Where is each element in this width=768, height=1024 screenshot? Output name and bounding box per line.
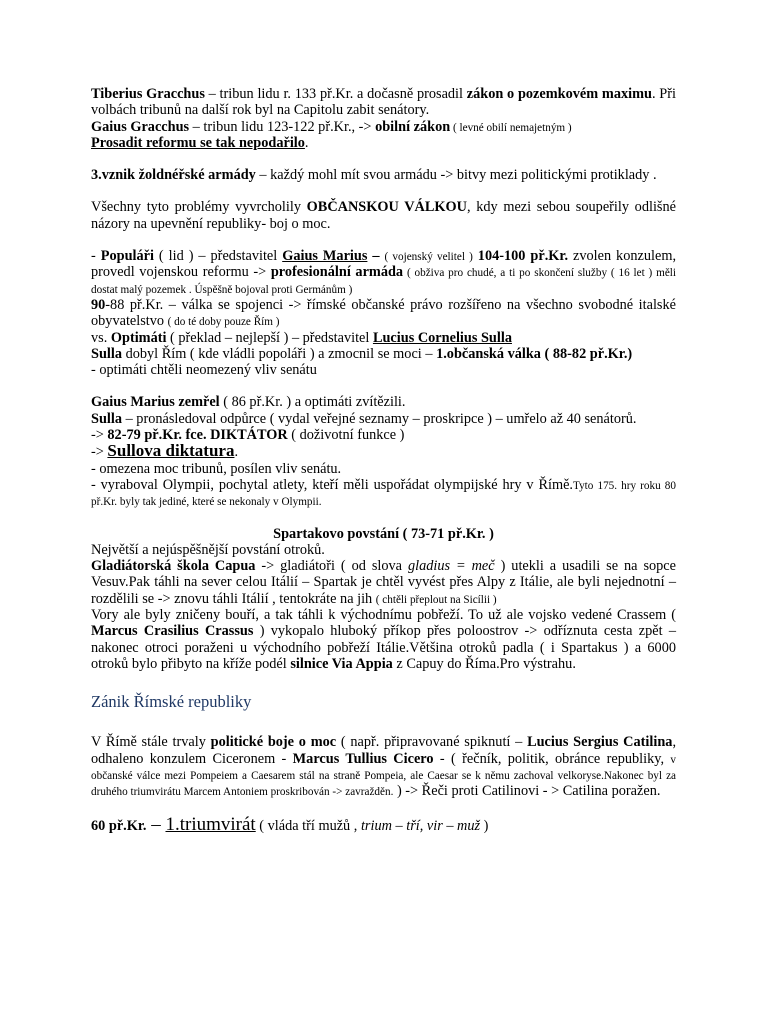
text: ( vláda tří mužů , [255,818,361,835]
text: ( lid ) – představitel [153,248,283,265]
small-note: Tyto 175. hry roku 80 př.Kr. byly tak jediné, které se nekonaly v Olympii. [91,479,676,509]
paragraph-capua [91,558,676,607]
bold-text: 104-100 př.Kr. [472,248,569,265]
small-note: ( vojenský velitel ) [384,251,473,264]
small-note: ( do té doby pouze Řím ) [167,316,280,329]
text: Největší a nejúspěšnější povstání otroků. [91,541,325,558]
paragraph-tiberius [91,86,676,119]
text: ( překlad – nejlepší ) – představitel [166,329,373,346]
text: z Capuy do Říma.Pro výstrahu. [392,655,576,672]
bold-text: Marcus Tullius Cicero [292,750,434,767]
bold-text: obilní zákon [375,118,451,135]
text: ) vykopalo hluboký příkop přes poloostrov -> odříznuta cesta zpět – nakonec otroci poraženi u východního pobřeží Itálie.Většina otroků padla ( i Spartakus ) a 6000 otroků bylo přibyto na kříže podél [91,623,676,672]
text: ) utekli a usadili se na sopce Vesuv.Pak táhli na sever celou Itálií – Spartak je chtěl vyvést přes Alpy z Itálie, ale byli nejednotní – rozdělili se -> znovu táhli Itálií , tentokráte na jih [91,558,677,607]
heading-end-of-republic: Zánik Římské republiky [91,692,252,712]
small-note: ( levné obilí nemajetným ) [450,121,572,134]
text: -88 př.Kr. – válka se spojenci -> římské občanské právo rozšířeno na všechno svobodné italské obyvatelstvo [91,296,676,330]
bold-text: Sulla [91,345,122,362]
paragraph-mercenary-army [91,167,676,183]
paragraph-optimates [91,330,676,346]
paragraph-largest-revolt [91,542,676,558]
paragraph-reform-failed [91,135,676,151]
text: - ( řečník, politik, obránce republiky, [433,750,671,767]
bold-text: 82-79 př.Kr. fce. DIKTÁTOR [107,427,288,444]
name-gaius-marius: Gaius Marius [282,248,368,265]
text: . Při volbách tribunů na další rok byl na Capitolu zabit senátory. [91,86,676,119]
paragraph-tribunes [91,461,676,477]
text: ( doživotní funkce ) [287,427,405,444]
bold-text: Populáři [100,248,154,265]
underlined-heading-text: Sullova diktatura [107,441,235,461]
bold-text: profesionální armáda [270,264,404,281]
bold-text: Gladiátorská škola Capua [91,558,256,575]
bold-text: Sulla [91,410,122,427]
paragraph-marius-died [91,394,676,410]
document-page [91,86,676,835]
text: – tribun lidu 123-122 př.Kr., -> [189,118,376,135]
text: -> [91,444,108,461]
text: - [91,248,101,265]
paragraph-optimates-senate [91,362,676,378]
bold-text: silnice Via Appia [290,655,393,672]
small-note: ( chtěli přeplout na Sicílii ) [375,593,497,606]
bold-text: Gaius Marius zemřel [91,394,220,411]
paragraph-first-triumvirate [91,814,676,836]
text: ( 86 př.Kr. ) a optimáti zvítězili. [219,394,406,411]
paragraph-sulla-rome [91,346,676,362]
paragraph-crassus [91,607,676,672]
text: dobyl Řím ( kde vládli popoláři ) a zmocnil se moci – [122,345,437,362]
bold-text: Lucius Sergius Catilina [527,734,673,751]
paragraph-civil-war [91,199,676,232]
name-tiberius-gracchus: Tiberius Gracchus [91,86,205,102]
text: Vory ale byly zničeny bouří, a tak táhli k východnímu pobřeží. To už ale vojsko vedené Crassem ( [91,607,676,624]
name-sulla: Lucius Cornelius Sulla [372,329,512,346]
small-note: v občanské válce mezi Pompeiem a Caesarem stál na straně Pompeia, ale Caesar se k němu zachoval velkoryse.Nakonec byl za druhého triumvirátu Marcem Antoniem proskribován -> zavražděn. [91,753,676,799]
text: – každý mohl mít svou armádu -> bitvy mezi politickými protiklady . [255,167,657,184]
bold-text: politické boje o moc [210,734,337,751]
bold-text: – [367,248,385,265]
text: ) -> Řeči proti Catilinovi - > Catilina poražen. [393,783,661,800]
section-title-spartacus [91,526,676,542]
bold-text: Spartakovo povstání ( 73-71 př.Kr. ) [273,525,494,542]
paragraph-populares [91,248,676,297]
bold-text: 1.občanská válka ( 88-82 př.Kr.) [436,345,633,362]
paragraph-sulla-dictatorship [91,443,676,460]
text: Všechny tyto problémy vyvrcholily [91,199,307,216]
bold-text: 90 [91,296,106,313]
paragraph-political-struggles [91,734,676,799]
underlined-bold-text: Prosadit reformu se tak nepodařilo [91,134,305,151]
bold-text: zákon o pozemkovém maximu [466,86,652,102]
paragraph-allies-war [91,297,676,330]
text: V Římě stále trvaly [91,734,211,751]
bold-text: 60 př.Kr. [91,818,147,835]
paragraph-olympia [91,477,676,510]
paragraph-gaius-gracchus [91,119,676,135]
bold-text: OBČANSKOU VÁLKOU [306,199,467,216]
text: -> gladiátoři ( od slova [255,558,408,575]
italic-text: gladius = meč [407,558,495,575]
text: - omezena moc tribunů, posílen vliv senátu. [91,460,342,477]
text: , odhaleno konzulem Ciceronem - [91,734,677,767]
text: - vyraboval Olympii, pochytal atlety, kteří měli uspořádat olympijské hry v Římě. [91,476,574,493]
text: – [146,814,166,836]
text: -> [91,427,108,444]
text: ) [480,818,489,835]
text: - optimáti chtěli neomezený vliv senátu [91,362,317,379]
bold-text: 3.vznik žoldnéřské armády [91,167,256,184]
small-note: ( obživa pro chudé, a ti po skončení služby ( 16 let ) měli dostat malý pozemek . Úspěšně bojoval proti Germánům ) [91,267,676,296]
text: ( např. připravované spiknutí – [336,734,528,751]
underlined-heading-text: 1.triumvirát [165,814,256,836]
text: . [304,134,309,151]
text: – pronásledoval odpůrce ( vydal veřejné seznamy – proskripce ) – umřelo až 40 senátorů. [122,410,637,427]
bold-text: Optimáti [110,329,167,346]
text: . [234,444,239,461]
text: vs. [91,329,111,346]
italic-text: trium – tří, vir – muž [360,818,481,835]
text: – tribun lidu r. 133 př.Kr. a dočasně prosadil [204,86,467,102]
bold-text: Marcus Crasilius Crassus [91,623,254,640]
paragraph-proscriptions [91,411,676,427]
text: , kdy mezi sebou soupeřily odlišné názory na upevnění republiky- boj o moc. [91,199,676,232]
text: zvolen konzulem, provedl vojenskou reformu -> [91,248,677,281]
name-gaius-gracchus: Gaius Gracchus [91,118,190,135]
